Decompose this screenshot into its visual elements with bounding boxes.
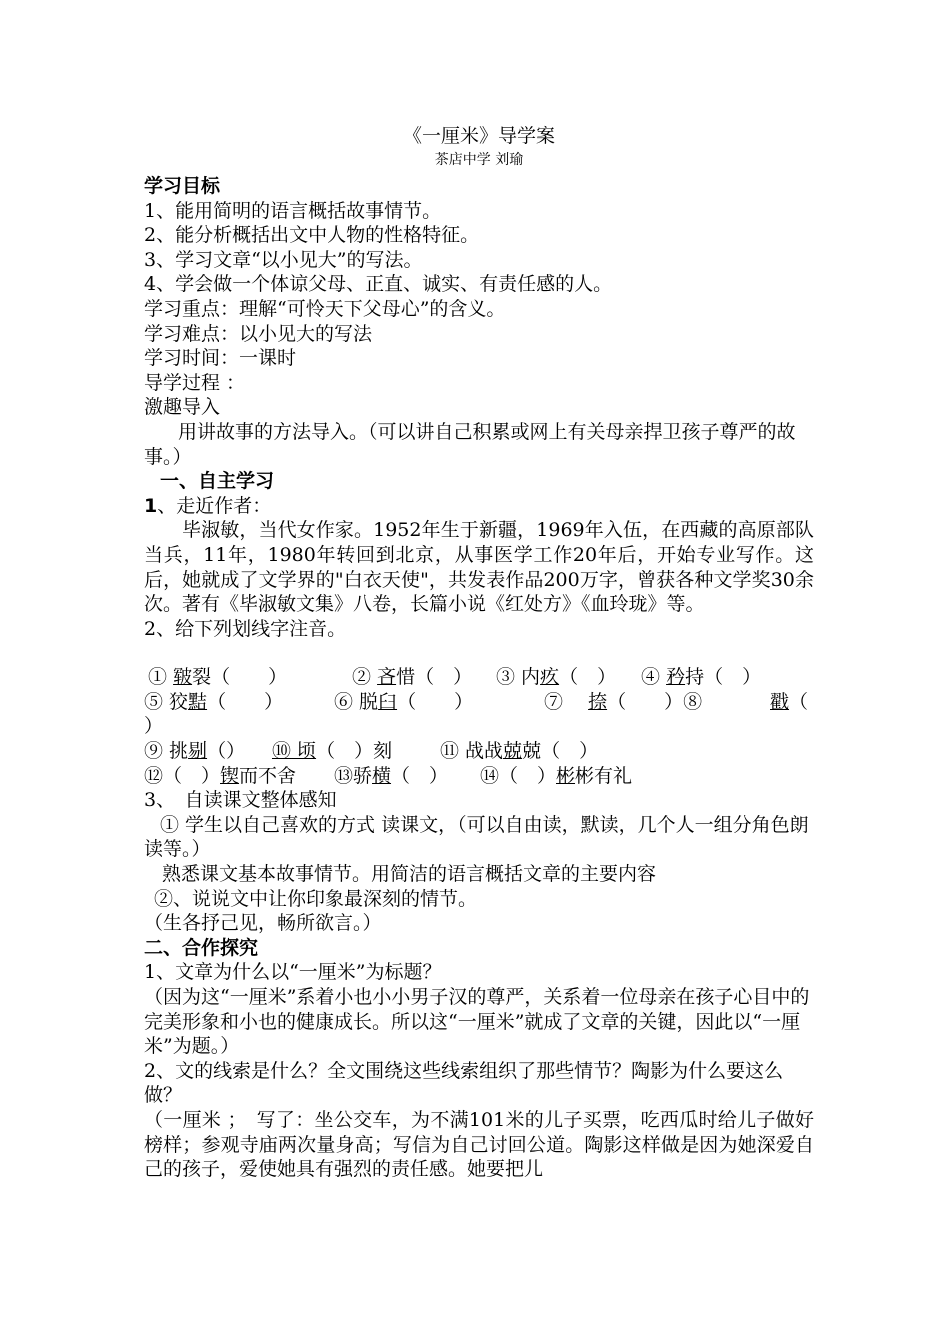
pinyin-item xyxy=(148,665,287,690)
pinyin-prefix: ③ 内 xyxy=(496,666,541,689)
underlined-char: 兢 xyxy=(503,740,523,763)
underlined-char: 横 xyxy=(372,764,392,787)
study-time: 学习时间：一课时 xyxy=(144,347,297,370)
underlined-char: 臼 xyxy=(378,690,398,713)
underlined-char: 捺 xyxy=(588,690,608,713)
underlined-char: 吝 xyxy=(377,666,397,689)
item-read-heading: 3、 自读课文整体感知 xyxy=(144,789,337,812)
key-point: 学习重点：理解“可怜天下父母心”的含义。 xyxy=(144,297,506,320)
doc-title: 《一厘米》导学案 xyxy=(402,125,555,147)
pinyin-prefix: ⑨ 挑 xyxy=(144,740,189,763)
answer-1: （因为这“一厘米”系着小也小小男子汉的尊严，关系着一位母亲在孩子心目中的完美形象和小也的健康成长。所以这“一厘米”就成了文章的关键，因此以“一厘米”为题。） xyxy=(144,986,810,1058)
pinyin-prefix: ⑥ 脱 xyxy=(334,690,379,713)
pinyin-prefix: ⑦ xyxy=(544,690,564,713)
underlined-char: 黠 xyxy=(188,690,208,713)
pinyin-prefix: ⑬骄 xyxy=(334,764,373,787)
pinyin-blank: （ xyxy=(789,690,809,713)
underlined-char: 剔 xyxy=(188,740,208,763)
blank-line xyxy=(144,641,814,665)
answer-2: （一厘米 ； 写了：坐公交车，为不满101米的儿子买票，吃西瓜时给儿子做好榜样；参观寺庙两次量身高；写信为自己讨回公道。陶影这样做是因为她深爱自己的孩子，爱使她具有强烈的责任感。她要把儿 xyxy=(144,1108,814,1181)
underlined-char: 皲 xyxy=(173,666,193,689)
pinyin-blank: 兢（ ） xyxy=(522,740,599,763)
intro-heading: 激趣导入 xyxy=(144,396,221,419)
pinyin-blank: （ ）⑧ xyxy=(607,690,703,713)
pinyin-prefix: ① xyxy=(148,666,168,689)
pinyin-item xyxy=(440,739,598,764)
pinyin-blank: 彬有礼 xyxy=(575,764,633,787)
item-text: 、走近作者： xyxy=(157,494,272,517)
doc-body xyxy=(144,174,814,1182)
section-self-study: 一、自主学习 xyxy=(160,470,275,493)
pinyin-row-2 xyxy=(144,690,814,715)
pinyin-row-1 xyxy=(144,665,814,690)
pinyin-prefix: ④ xyxy=(641,666,661,689)
guide-process: 导学过程 ： xyxy=(144,371,246,394)
pinyin-row-3 xyxy=(144,739,814,764)
pinyin-item xyxy=(334,690,473,715)
goal-4: 4、学会做一个体谅父母、正直、诚实、有责任感的人。 xyxy=(144,273,613,296)
pinyin-item xyxy=(144,764,296,789)
pinyin-item xyxy=(144,690,283,715)
goals-heading: 学习目标 xyxy=(144,175,221,197)
pinyin-row-4 xyxy=(144,764,814,789)
author-bio: 毕淑敏，当代女作家。1952年生于新疆，1969年入伍，在西藏的高原部队当兵，11年，1980年转回到北京，从事医学工作20年后，开始专业写作。这后，她就成了文学界的"白衣天使"，共发表作品200万字，曾获各种文学奖30余次。著有《毕淑敏文集》八卷，长篇小说《红处方》《血玲珑》等。 xyxy=(144,519,814,616)
pinyin-blank: （ ） xyxy=(397,690,474,713)
pinyin-item xyxy=(641,665,761,690)
pinyin-item xyxy=(334,764,448,789)
underlined-char: 彬 xyxy=(556,764,576,787)
pinyin-prefix: ⑭（ ） xyxy=(480,764,557,787)
pinyin-item xyxy=(496,665,616,690)
difficulty: 学习难点：以小见大的写法 xyxy=(144,322,373,345)
pinyin-blank: 而不舍 xyxy=(239,764,297,787)
pinyin-prefix: ⑤ 狡 xyxy=(144,690,189,713)
intro-text: 用讲故事的方法导入。（可以讲自己积累或网上有关母亲捍卫孩子尊严的故事。） xyxy=(144,420,796,468)
pinyin-prefix: ⑫（ ） xyxy=(144,764,221,787)
impress-question: ②、说说文中让你印象最深刻的情节。 xyxy=(154,887,478,910)
read-text: ① 学生以自己喜欢的方式 读课文，（可以自由读，默读，几个人一组分角色朗读等。） xyxy=(144,813,809,861)
pinyin-blank: 裂（ ） xyxy=(192,666,288,689)
section-cooperative: 二、合作探究 xyxy=(144,936,259,959)
goal-2: 2、能分析概括出文中人物的性格特征。 xyxy=(144,224,480,247)
pinyin-row-2-tail: ） xyxy=(144,715,164,738)
goal-1: 1、能用简明的语言概括故事情节。 xyxy=(144,199,442,222)
item-pinyin-heading: 2、给下列划线字注音。 xyxy=(144,617,347,640)
underlined-char: 锲 xyxy=(220,764,240,787)
underlined-char: 顷 xyxy=(291,740,317,763)
pinyin-prefix: ② xyxy=(352,666,372,689)
pinyin-item xyxy=(144,739,245,764)
pinyin-item xyxy=(480,764,632,789)
underlined-char: 疚 xyxy=(540,666,560,689)
pinyin-item xyxy=(352,665,472,690)
pinyin-item xyxy=(272,739,392,764)
question-2: 2、文的线索是什么？全文围绕这些线索组织了那些情节？陶影为什么要这么做？ xyxy=(144,1059,784,1107)
pinyin-prefix: ⑩ xyxy=(272,740,292,763)
pinyin-blank: （ ） xyxy=(559,666,617,689)
item-author-heading xyxy=(144,494,814,519)
pinyin-item xyxy=(544,690,702,715)
familiar-text: 熟悉课文基本故事情节。用简洁的语言概括文章的主要内容 xyxy=(162,863,657,886)
pinyin-blank: 持（ ） xyxy=(685,666,762,689)
pinyin-item xyxy=(770,690,808,715)
item-number: 1 xyxy=(144,494,158,517)
pinyin-blank: （） xyxy=(207,740,246,763)
doc-subtitle: 茶店中学 刘瑜 xyxy=(434,152,524,168)
impress-answer: （生各抒己见，畅所欲言。） xyxy=(144,912,382,935)
pinyin-blank: （ ） xyxy=(391,764,449,787)
question-1: 1、文章为什么以“一厘米”为标题？ xyxy=(144,961,442,984)
pinyin-blank: （ ）刻 xyxy=(316,740,393,763)
goal-3: 3、学习文章“以小见大”的写法。 xyxy=(144,248,423,271)
pinyin-blank: 惜（ ） xyxy=(396,666,473,689)
pinyin-blank: （ ） xyxy=(207,690,284,713)
underlined-char: 戳 xyxy=(770,690,790,713)
pinyin-prefix: ⑪ 战战 xyxy=(440,740,504,763)
underlined-char: 矜 xyxy=(666,666,686,689)
